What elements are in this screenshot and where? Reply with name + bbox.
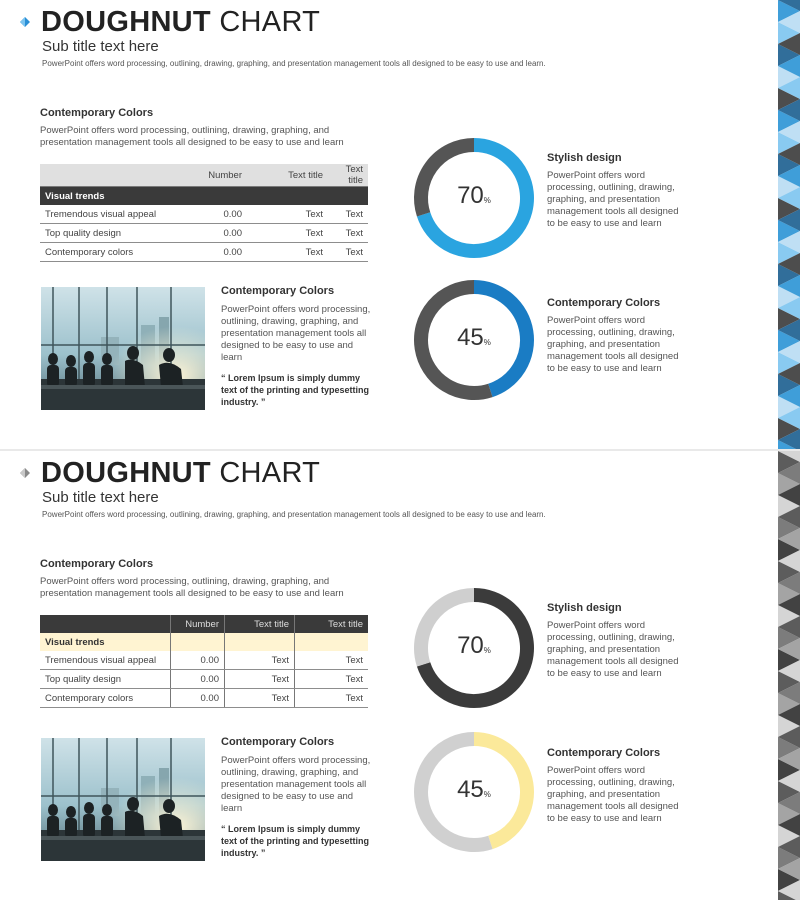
page-title: DOUGHNUT CHART xyxy=(41,6,321,38)
photo-caption-title: Contemporary Colors xyxy=(221,285,335,297)
table-cell: 0.00 xyxy=(182,243,247,262)
table-cell: Text xyxy=(295,670,369,689)
quote-text: “ Lorem Ipsum is simply dummy text of the printing and typesetting industry. ” xyxy=(221,373,369,407)
card-title: Contemporary Colors xyxy=(547,747,661,759)
slide-gray xyxy=(0,451,800,900)
doughnut-value-label: 45 xyxy=(457,324,484,351)
diamond-bullet-icon xyxy=(17,14,33,30)
table-header: Number xyxy=(171,615,225,633)
doughnut-value-label: 70 xyxy=(457,182,484,209)
table-cell: 0.00 xyxy=(171,670,225,689)
doughnut-unit-label: % xyxy=(483,790,491,799)
card-title: Stylish design xyxy=(547,602,622,614)
card-text: PowerPoint offers word processing, outlining, drawing, graphing, and presentation management tools all designed to be easy to use and learn xyxy=(547,170,679,229)
table-cell xyxy=(171,633,225,651)
photo-caption-text: PowerPoint offers word processing, outlining, drawing, graphing, and presentation management tools all designed to be easy to use and learn xyxy=(221,755,371,814)
quote-text: “ Lorem Ipsum is simply dummy text of the printing and typesetting industry. ” xyxy=(221,824,369,858)
table-cell: Text xyxy=(247,224,328,243)
page-title: DOUGHNUT CHART xyxy=(41,457,321,489)
doughnut-chart xyxy=(410,134,538,262)
doughnut-chart xyxy=(410,276,538,404)
table-cell: 0.00 xyxy=(171,689,225,708)
table-cell: Text xyxy=(225,689,295,708)
photo-caption-title: Contemporary Colors xyxy=(221,736,335,748)
page-description: PowerPoint offers word processing, outlining, drawing, graphing, and presentation management tools all designed to be easy to use and learn. xyxy=(42,59,546,68)
table-header xyxy=(40,615,171,633)
table-cell: Top quality design xyxy=(40,670,171,689)
card-text: PowerPoint offers word processing, outlining, drawing, graphing, and presentation management tools all designed to be easy to use and learn xyxy=(547,315,679,374)
section-title: Contemporary Colors xyxy=(40,107,154,119)
card-text: PowerPoint offers word processing, outlining, drawing, graphing, and presentation management tools all designed to be easy to use and learn xyxy=(547,620,679,679)
doughnut-unit-label: % xyxy=(483,196,491,205)
table-row xyxy=(40,224,368,243)
table-row xyxy=(40,243,368,262)
table-row xyxy=(40,689,368,708)
table-cell: Text xyxy=(295,651,369,670)
diamond-bullet-icon xyxy=(17,465,33,481)
card-title: Stylish design xyxy=(547,152,622,164)
office-meeting-photo xyxy=(41,738,205,861)
photo-caption-text: PowerPoint offers word processing, outlining, drawing, graphing, and presentation management tools all designed to be easy to use and learn xyxy=(221,304,371,363)
table-cell: Text xyxy=(247,205,328,224)
page-subtitle: Sub title text here xyxy=(42,38,159,55)
table-header xyxy=(40,164,182,187)
table-cell: Text xyxy=(225,670,295,689)
card-text: PowerPoint offers word processing, outlining, drawing, graphing, and presentation management tools all designed to be easy to use and learn xyxy=(547,765,679,824)
doughnut-chart xyxy=(410,728,538,856)
table-cell: 0.00 xyxy=(182,224,247,243)
table-cell: 0.00 xyxy=(182,205,247,224)
table-header: Text title xyxy=(247,164,328,187)
table-group-label: Visual trends xyxy=(40,633,171,651)
page-description: PowerPoint offers word processing, outlining, drawing, graphing, and presentation management tools all designed to be easy to use and learn. xyxy=(42,510,546,519)
page-subtitle: Sub title text here xyxy=(42,489,159,506)
table-header: Text title xyxy=(225,615,295,633)
table-row xyxy=(40,670,368,689)
doughnut-value-label: 45 xyxy=(457,776,484,803)
table-cell: Tremendous visual appeal xyxy=(40,651,171,670)
table-row xyxy=(40,651,368,670)
section-text: PowerPoint offers word processing, outlining, drawing, graphing, and presentation management tools all designed to be easy to use and learn xyxy=(40,576,344,599)
table-row xyxy=(40,205,368,224)
table-cell xyxy=(225,633,295,651)
table-cell: Tremendous visual appeal xyxy=(40,205,182,224)
section-text: PowerPoint offers word processing, outlining, drawing, graphing, and presentation management tools all designed to be easy to use and learn xyxy=(40,125,344,148)
doughnut-value-label: 70 xyxy=(457,632,484,659)
table-header: Text title xyxy=(295,615,369,633)
table-cell: Contemporary colors xyxy=(40,243,182,262)
slide-blue xyxy=(0,0,800,449)
table-cell xyxy=(295,633,369,651)
decorative-strip xyxy=(778,451,800,900)
doughnut-chart xyxy=(410,584,538,712)
table-cell: 0.00 xyxy=(171,651,225,670)
section-title: Contemporary Colors xyxy=(40,558,154,570)
table-group-label: Visual trends xyxy=(40,187,368,206)
table-cell: Text xyxy=(328,205,368,224)
table-cell: Text xyxy=(247,243,328,262)
decorative-strip xyxy=(778,0,800,449)
doughnut-unit-label: % xyxy=(483,338,491,347)
doughnut-unit-label: % xyxy=(483,646,491,655)
table-cell: Text xyxy=(328,243,368,262)
table-cell: Text xyxy=(225,651,295,670)
table-cell: Text xyxy=(328,224,368,243)
table-header: Number xyxy=(182,164,247,187)
card-title: Contemporary Colors xyxy=(547,297,661,309)
trends-table xyxy=(40,615,368,708)
table-cell: Top quality design xyxy=(40,224,182,243)
table-cell: Contemporary colors xyxy=(40,689,171,708)
office-meeting-photo xyxy=(41,287,205,410)
table-header: Text title xyxy=(328,164,368,187)
table-cell: Text xyxy=(295,689,369,708)
trends-table xyxy=(40,164,368,262)
